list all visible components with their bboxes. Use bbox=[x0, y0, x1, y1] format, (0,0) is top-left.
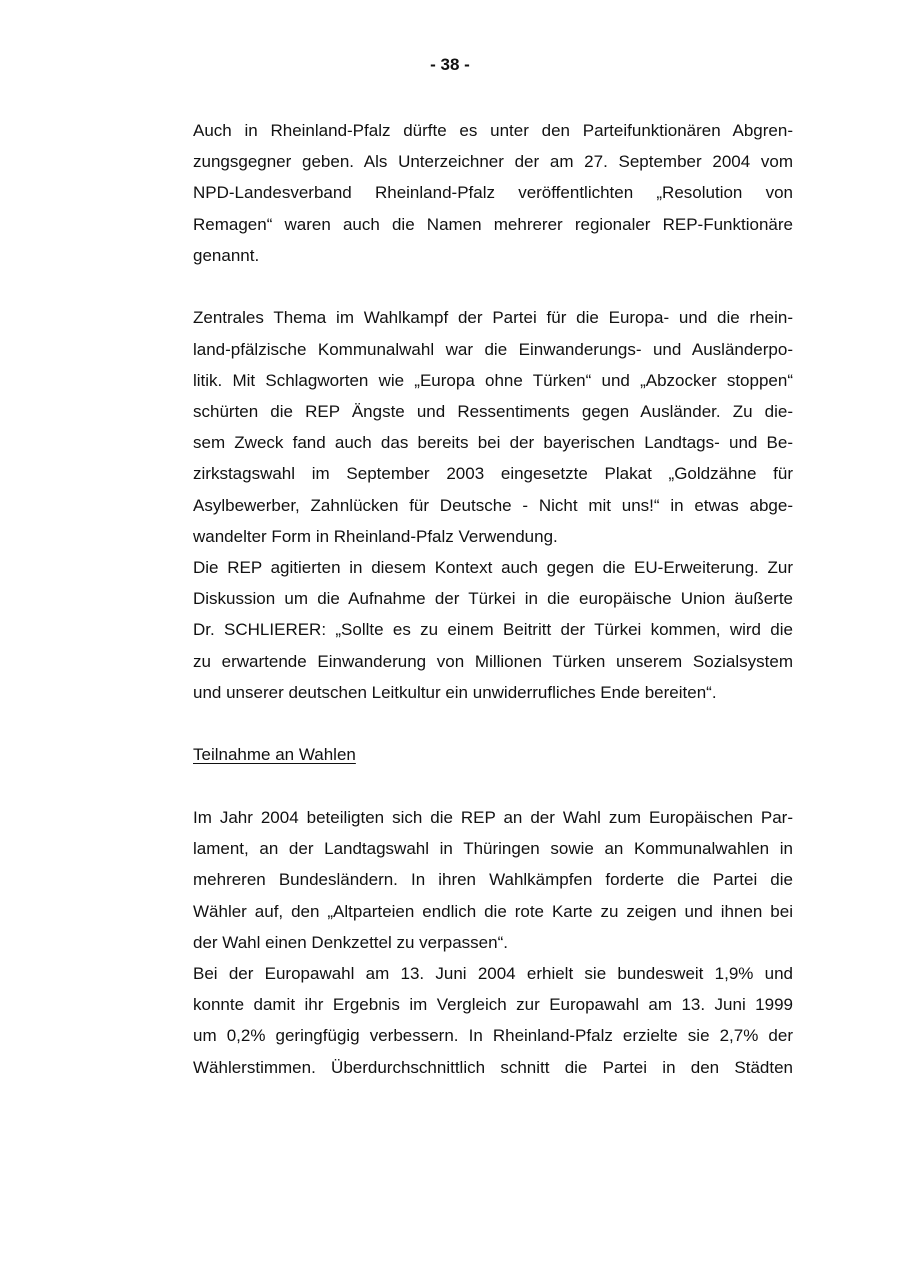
text-line: Auch in Rheinland-Pfalz dürfte es unter den Parteifunktionären Abgren- bbox=[193, 121, 793, 140]
text-line: und unserer deutschen Leitkultur ein unwiderrufliches Ende bereiten“. bbox=[193, 682, 717, 702]
body-text bbox=[193, 115, 793, 1083]
text-line: Zentrales Thema im Wahlkampf der Partei für die Europa- und die rhein- bbox=[193, 308, 793, 328]
text-line: land-pfälzische Kommunalwahl war die Einwanderungs- und Ausländerpo- bbox=[193, 339, 793, 359]
text-line: sem Zweck fand auch das bereits bei der bayerischen Landtags- und Be- bbox=[193, 433, 793, 453]
section-heading: Teilnahme an Wahlen bbox=[193, 745, 356, 765]
text-line: Im Jahr 2004 beteiligten sich die REP an der Wahl zum Europäischen Par- bbox=[193, 808, 793, 828]
paragraph-spacer bbox=[193, 708, 793, 740]
text-line: Wähler auf, den „Altparteien endlich die rote Karte zu zeigen und ihnen bei bbox=[193, 901, 793, 921]
text-line: schürten die REP Ängste und Ressentiments gegen Ausländer. Zu die- bbox=[193, 402, 793, 421]
paragraph-spacer bbox=[193, 271, 793, 303]
text-line: zungsgegner geben. Als Unterzeichner der am 27. September 2004 vom bbox=[193, 152, 793, 172]
text-line: mehreren Bundesländern. In ihren Wahlkämpfen forderte die Partei die bbox=[193, 870, 793, 890]
text-line: Bei der Europawahl am 13. Juni 2004 erhielt sie bundesweit 1,9% und bbox=[193, 964, 793, 983]
text-line: zu erwartende Einwanderung von Millionen Türken unserem Sozialsystem bbox=[193, 651, 793, 671]
text-line: Asylbewerber, Zahnlücken für Deutsche - Nicht mit uns!“ in etwas abge- bbox=[193, 495, 793, 515]
paragraph-2 bbox=[193, 302, 793, 707]
text-line: lament, an der Landtagswahl in Thüringen sowie an Kommunalwahlen in bbox=[193, 839, 793, 859]
text-line: zirkstagswahl im September 2003 eingesetzte Plakat „Goldzähne für bbox=[193, 464, 793, 484]
text-line: Die REP agitierten in diesem Kontext auch gegen die EU-Erweiterung. Zur bbox=[193, 557, 793, 577]
page-number: - 38 - bbox=[430, 55, 470, 74]
text-line: NPD-Landesverband Rheinland-Pfalz veröffentlichten „Resolution von bbox=[193, 183, 793, 203]
text-line: genannt. bbox=[193, 245, 260, 265]
text-line: litik. Mit Schlagworten wie „Europa ohne Türken“ und „Abzocker stoppen“ bbox=[193, 370, 793, 390]
text-line: der Wahl einen Denkzettel zu verpassen“. bbox=[193, 932, 508, 952]
paragraph-spacer bbox=[193, 771, 793, 803]
paragraph-1 bbox=[193, 115, 793, 271]
text-line: Remagen“ waren auch die Namen mehrerer regionaler REP-Funktionäre bbox=[193, 214, 793, 234]
text-line: Diskussion um die Aufnahme der Türkei in die europäische Union äußerte bbox=[193, 589, 793, 609]
text-line: um 0,2% geringfügig verbessern. In Rheinland-Pfalz erzielte sie 2,7% der bbox=[193, 1026, 793, 1046]
text-line: Wählerstimmen. Überdurchschnittlich schnitt die Partei in den Städten bbox=[193, 1057, 793, 1077]
text-line: Dr. SCHLIERER: „Sollte es zu einem Beitritt der Türkei kommen, wird die bbox=[193, 620, 793, 640]
text-line: konnte damit ihr Ergebnis im Vergleich zur Europawahl am 13. Juni 1999 bbox=[193, 995, 793, 1015]
paragraph-3 bbox=[193, 802, 793, 1083]
section-heading-wrapper bbox=[193, 739, 793, 770]
text-line: wandelter Form in Rheinland-Pfalz Verwendung. bbox=[193, 526, 558, 546]
